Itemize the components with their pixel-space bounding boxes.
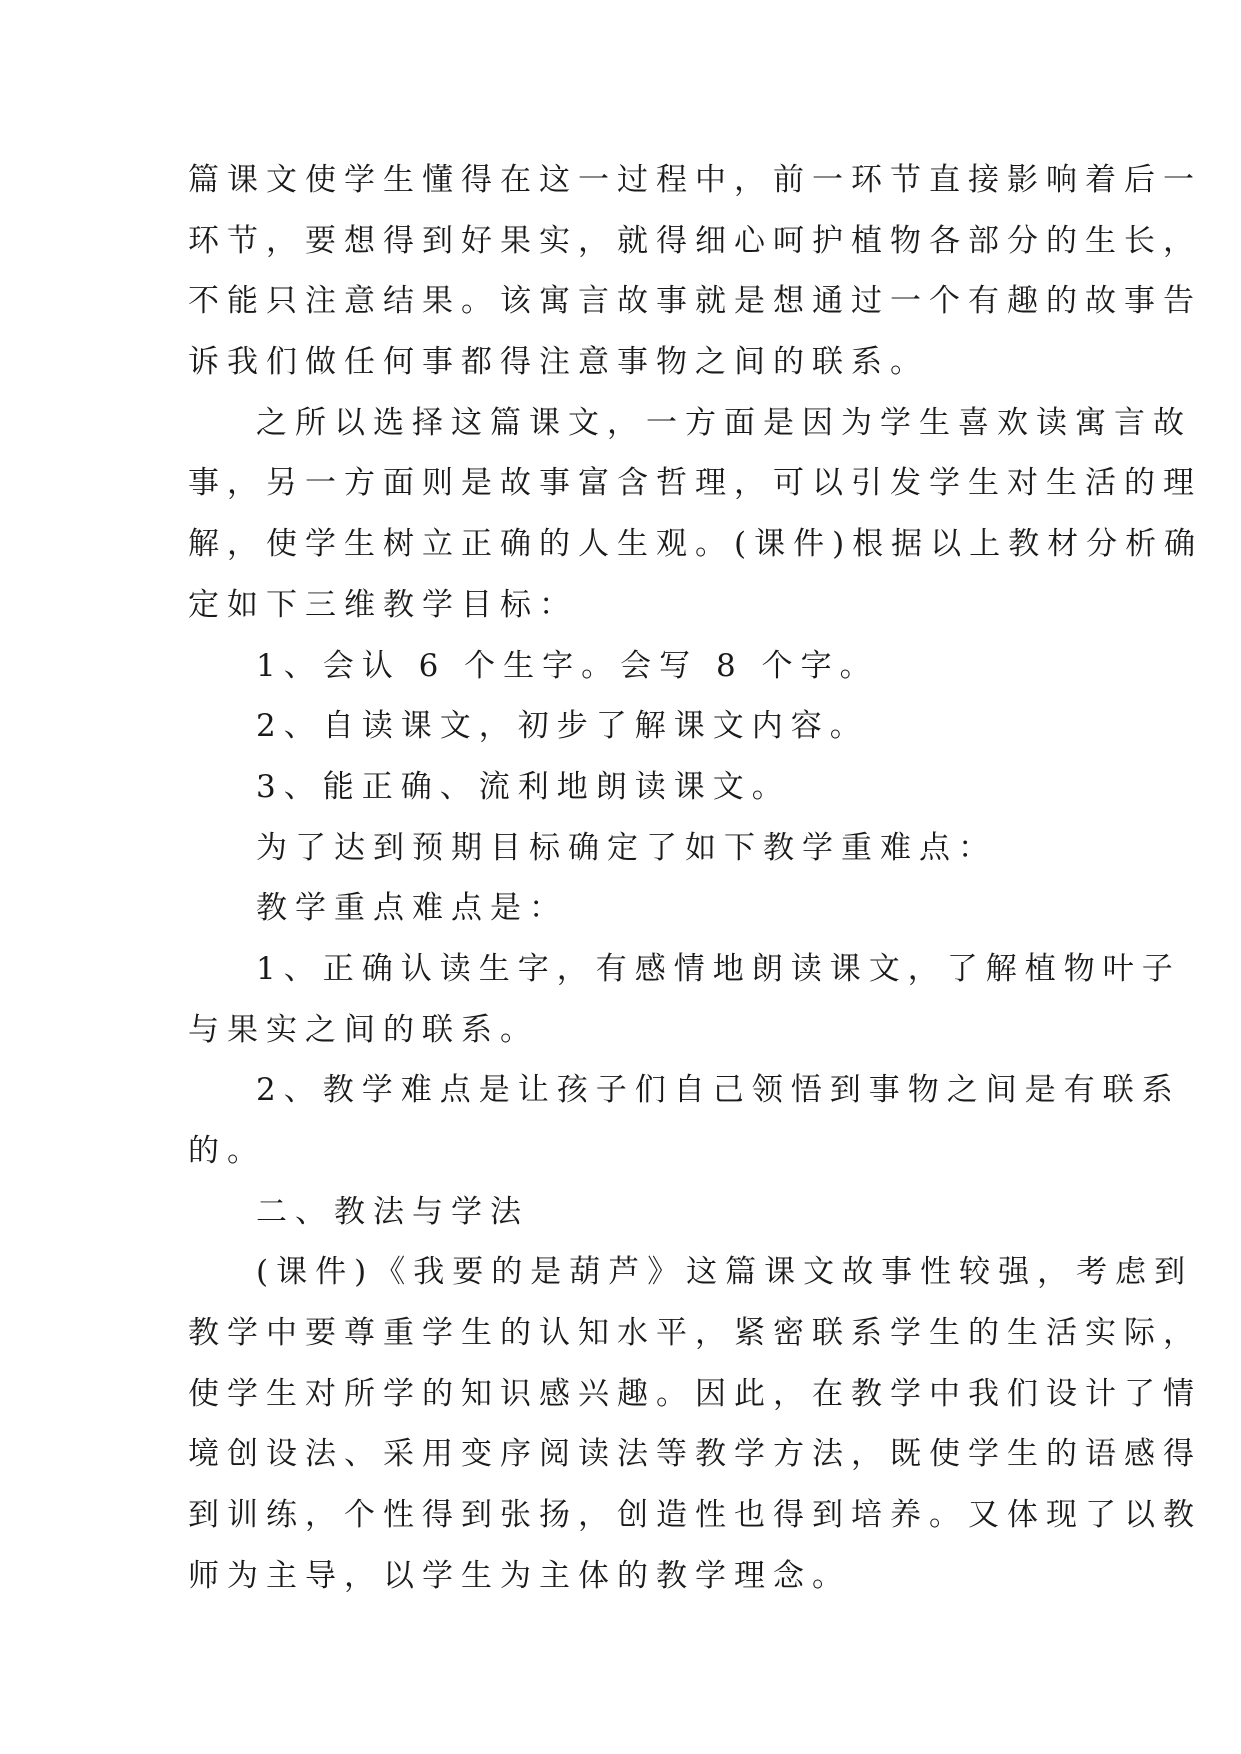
text-line: 使学生对所学的知识感兴趣。因此，在教学中我们设计了情	[188, 1375, 1202, 1412]
text-line: 教学中要尊重学生的认知水平，紧密联系学生的生活实际，	[188, 1315, 1202, 1352]
text-line: 3、能正确、流利地朗读课文。	[256, 768, 791, 805]
text-line: 的。	[188, 1133, 266, 1169]
text-line: 2、自读课文，初步了解课文内容。	[256, 708, 869, 745]
text-line: 教学重点难点是：	[256, 890, 568, 927]
text-line: 之所以选择这篇课文，一方面是因为学生喜欢读寓言故	[256, 404, 1192, 441]
text-line: 解，使学生树立正确的人生观。(课件)根据以上教材分析确	[188, 526, 1204, 563]
text-line: 为了达到预期目标确定了如下教学重难点：	[256, 829, 997, 866]
text-line: 师为主导，以学生为主体的教学理念。	[188, 1557, 851, 1594]
text-line: 到训练，个性得到张扬，创造性也得到培养。又体现了以教	[188, 1497, 1202, 1534]
text-line: 事，另一方面则是故事富含哲理，可以引发学生对生活的理	[188, 465, 1202, 502]
text-line: 环节，要想得到好果实，就得细心呵护植物各部分的生长，	[188, 222, 1202, 259]
text-line: (课件)《我要的是葫芦》这篇课文故事性较强，考虑到	[256, 1254, 1194, 1291]
text-line: 篇课文使学生懂得在这一过程中，前一环节直接影响着后一	[188, 162, 1202, 198]
text-line: 2、教学难点是让孩子们自己领悟到事物之间是有联系	[256, 1072, 1181, 1109]
text-line: 1、会认 6 个生字。会写 8 个字。	[256, 647, 879, 684]
text-line: 与果实之间的联系。	[188, 1011, 539, 1048]
section-heading: 二、教法与学法	[256, 1193, 529, 1230]
text-line: 1、正确认读生字，有感情地朗读课文，了解植物叶子	[256, 950, 1181, 987]
text-line: 境创设法、采用变序阅读法等教学方法，既使学生的语感得	[188, 1436, 1202, 1473]
text-line: 不能只注意结果。该寓言故事就是想通过一个有趣的故事告	[188, 283, 1202, 320]
text-line: 诉我们做任何事都得注意事物之间的联系。	[188, 344, 929, 381]
text-line: 定如下三维教学目标：	[188, 586, 578, 623]
document-body	[188, 150, 1204, 1607]
